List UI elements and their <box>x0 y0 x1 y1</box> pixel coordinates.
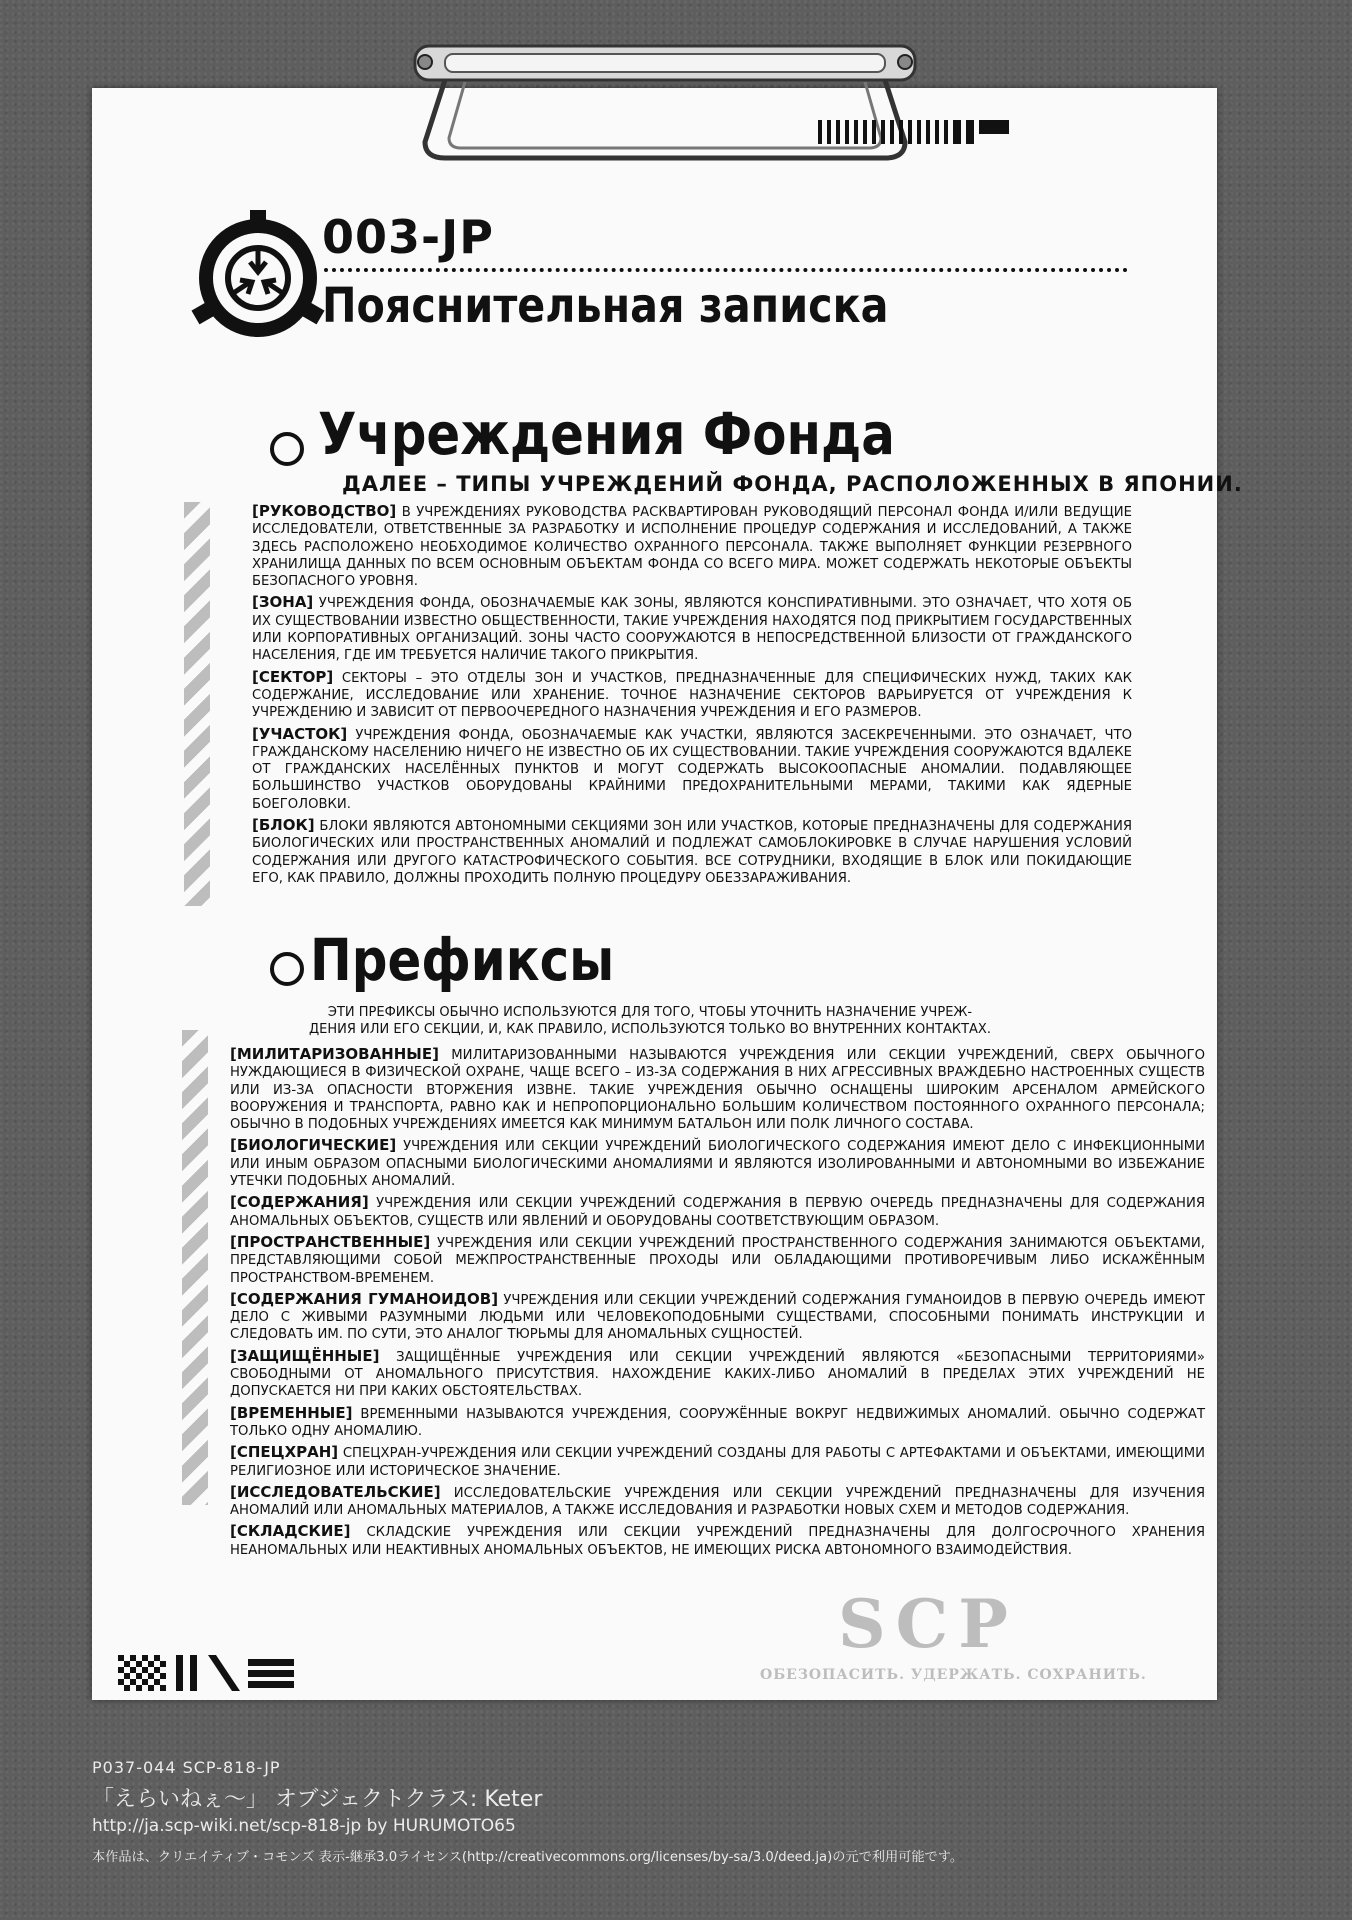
barcode-graphic <box>818 120 1014 144</box>
prefixes-list <box>230 1046 1205 1563</box>
scp-stamp-text: SCP <box>838 1585 1018 1663</box>
list-item: [СЕКТОР] СЕКТОРЫ – ЭТО ОТДЕЛЫ ЗОН И УЧАСТКОВ, ПРЕДНАЗНАЧЕННЫЕ ДЛЯ СПЕЦИФИЧЕСКИХ НУЖД, ТАКИХ КАК СОДЕРЖАНИЕ, ИССЛЕДОВАНИЕ ИЛИ ХРАНЕНИЕ. ТОЧНОЕ НАЗНАЧЕНИЕ СЕКТОРОВ ВАРЬИРУЕТСЯ ОТ УЧРЕЖДЕНИЯ К УЧРЕЖДЕНИЮ И ЗАВИСИТ ОТ ПЕРВООЧЕРЕДНОГО НАЗНАЧЕНИЯ УЧРЕЖДЕНИЯ И ЕГО РАЗМЕРОВ. <box>252 667 1132 721</box>
list-item: [ВРЕМЕННЫЕ] ВРЕМЕННЫМИ НАЗЫВАЮТСЯ УЧРЕЖДЕНИЯ, СООРУЖЁННЫЕ ВОКРУГ НЕДВИЖИМЫХ АНОМАЛИЙ. ОБЫЧНО СОДЕРЖАТ ТОЛЬКО ОДНУ АНОМАЛИЮ. <box>230 1403 1205 1439</box>
list-item: [СПЕЦХРАН] СПЕЦХРАН-УЧРЕЖДЕНИЯ ИЛИ СЕКЦИИ УЧРЕЖДЕНИЙ СОЗДАНЫ ДЛЯ РАБОТЫ С АРТЕФАКТАМИ И ОБЪЕКТАМИ, ИМЕЮЩИМИ РЕЛИГИОЗНОЕ ИЛИ ИСТОРИЧЕСКОЕ ЗНАЧЕНИЕ. <box>230 1443 1205 1479</box>
hazard-stripe <box>184 502 210 906</box>
footer-source-link[interactable]: http://ja.scp-wiki.net/scp-818-jp by HURUMOTO65 <box>92 1816 516 1836</box>
section-title-facilities: Учреждения Фонда <box>318 400 895 468</box>
list-item: [УЧАСТОК] УЧРЕЖДЕНИЯ ФОНДА, ОБОЗНАЧАЕМЫЕ КАК УЧАСТКИ, ЯВЛЯЮТСЯ ЗАСЕКРЕЧЕННЫМИ. ЭТО ОЗНАЧАЕТ, ЧТО ГРАЖДАНСКОМУ НАСЕЛЕНИЮ НИЧЕГО НЕ ИЗВЕСТНО ОБ ИХ СУЩЕСТВОВАНИИ. ТАКИЕ УЧРЕЖДЕНИЯ СООРУЖАЮТСЯ ВДАЛЕКЕ ОТ ГРАЖДАНСКИХ НАСЕЛЁННЫХ ПУНКТОВ И МОГУТ СОДЕРЖАТЬ ВЫСОКООПАСНЫЕ АНОМАЛИИ. ПОДАВЛЯЮЩЕЕ БОЛЬШИНСТВО УЧАСТКОВ ОБОРУДОВАНЫ КРАЙНИМИ ПРЕДОХРАНИТЕЛЬНЫМИ МЕРАМИ, ТАКИМИ КАК ЯДЕРНЫЕ БОЕГОЛОВКИ. <box>252 724 1132 812</box>
list-item: [ЗАЩИЩЁННЫЕ] ЗАЩИЩЁННЫЕ УЧРЕЖДЕНИЯ ИЛИ СЕКЦИИ УЧРЕЖДЕНИЙ ЯВЛЯЮТСЯ «БЕЗОПАСНЫМИ ТЕРРИТОРИЯМИ» СВОБОДНЫМИ ОТ АНОМАЛЬНОГО ПРИСУТСТВИЯ. НАХОЖДЕНИЕ КАКИХ-ЛИБО АНОМАЛИЙ В ПРЕДЕЛАХ ЭТИХ УЧРЕЖДЕНИЙ НЕ ДОПУСКАЕТСЯ НИ ПРИ КАКИХ ОБСТОЯТЕЛЬСТВАХ. <box>230 1346 1205 1400</box>
clipboard-clip-icon <box>405 42 925 162</box>
facilities-list <box>252 503 1132 891</box>
list-item: [ЗОНА] УЧРЕЖДЕНИЯ ФОНДА, ОБОЗНАЧАЕМЫЕ КАК ЗОНЫ, ЯВЛЯЮТСЯ КОНСПИРАТИВНЫМИ. ЭТО ОЗНАЧАЕТ, ЧТО ХОТЯ ОБ ИХ СУЩЕСТВОВАНИИ ИЗВЕСТНО ОБЩЕСТВЕННОСТИ, ТАКИЕ УЧРЕЖДЕНИЯ НАХОДЯТСЯ ПОД ПРИКРЫТИЕМ ГОСУДАРСТВЕННЫХ ИЛИ КОРПОРАТИВНЫХ ОРГАНИЗАЦИЙ. ЗОНЫ ЧАСТО СООРУЖАЮТСЯ В НЕПОСРЕДСТВЕННОЙ БЛИЗОСТИ ОТ ГРАЖДАНСКОГО НАСЕЛЕНИЯ, ГДЕ ИМ ТРЕБУЕТСЯ НАЛИЧИЕ ТАКОГО ПРИКРЫТИЯ. <box>252 593 1132 664</box>
section-intro-facilities: ДАЛЕЕ – ТИПЫ УЧРЕЖДЕНИЙ ФОНДА, РАСПОЛОЖЕННЫХ В ЯПОНИИ. <box>342 472 1243 496</box>
section-bullet-icon <box>270 432 304 466</box>
section-intro-prefixes: ЭТИ ПРЕФИКСЫ ОБЫЧНО ИСПОЛЬЗУЮТСЯ ДЛЯ ТОГО, ЧТОБЫ УТОЧНИТЬ НАЗНАЧЕНИЕ УЧРЕЖ- ДЕНИЯ ИЛИ ЕГО СЕКЦИИ, И, КАК ПРАВИЛО, ИСПОЛЬЗУЮТСЯ ТОЛЬКО ВО ВНУТРЕННИХ КОНТАКТАХ. <box>309 1005 991 1037</box>
scp-logo-icon <box>188 208 328 348</box>
section-title-prefixes: Префиксы <box>310 926 615 994</box>
list-item: [МИЛИТАРИЗОВАННЫЕ] МИЛИТАРИЗОВАННЫМИ НАЗЫВАЮТСЯ УЧРЕЖДЕНИЯ ИЛИ СЕКЦИИ УЧРЕЖДЕНИЙ, СВЕРХ ОБЫЧНОГО НУЖДАЮЩИЕСЯ В ФИЗИЧЕСКОЙ ОХРАНЕ, ЧАЩЕ ВСЕГО – ИЗ-ЗА СОДЕРЖАНИЯ В НИХ АГРЕССИВНЫХ ВРАЖДЕБНО НАСТРОЕННЫХ СУЩЕСТВ ИЛИ ИЗ-ЗА ОПАСНОСТИ ВТОРЖЕНИЯ ИЗВНЕ. ТАКИЕ УЧРЕЖДЕНИЯ ОБЫЧНО ОСНАЩЕНЫ ШИРОКИМ АРСЕНАЛОМ АРМЕЙСКОГО ВООРУЖЕНИЯ И ТРАНСПОРТА, РАВНО КАК И НЕПРОПОРЦИОНАЛЬНО БОЛЬШИМ КОЛИЧЕСТВОМ ПОСТОЯННОГО ОХРАННОГО ПЕРСОНАЛА; ОБЫЧНО В ПОДОБНЫХ УЧРЕЖДЕНИЯХ ИМЕЕТСЯ КАК МИНИМУМ БАТАЛЬОН ИЛИ ПОЛК ЛИЧНОГО СОСТАВА. <box>230 1045 1205 1133</box>
list-item: [БЛОК] БЛОКИ ЯВЛЯЮТСЯ АВТОНОМНЫМИ СЕКЦИЯМИ ЗОН ИЛИ УЧАСТКОВ, КОТОРЫЕ ПРЕДНАЗНАЧЕНЫ ДЛЯ СОДЕРЖАНИЯ БИОЛОГИЧЕСКИХ ИЛИ ПРОСТРАНСТВЕННЫХ АНОМАЛИЙ И ПОДЛЕЖАТ САМОБЛОКИРОВКЕ В СЛУЧАЕ НАРУШЕНИЯ УСЛОВИЙ СОДЕРЖАНИЯ ИЛИ ДРУГОГО КАТАСТРОФИЧЕСКОГО СОБЫТИЯ. ВСЕ СОТРУДНИКИ, ВХОДЯЩИЕ В БЛОК ИЛИ ПОКИДАЮЩИЕ ЕГО, КАК ПРАВИЛО, ДОЛЖНЫ ПРОХОДИТЬ ПОЛНУЮ ПРОЦЕДУРУ ОБЕЗЗАРАЖИВАНИЯ. <box>252 816 1132 886</box>
section-bullet-icon <box>270 952 304 986</box>
scp-motto: ОБЕЗОПАСИТЬ. УДЕРЖАТЬ. СОХРАНИТЬ. <box>760 1667 1147 1683</box>
dotted-divider <box>324 268 1128 272</box>
document-title: Пояснительная записка <box>322 278 889 334</box>
list-item: [СОДЕРЖАНИЯ ГУМАНОИДОВ] УЧРЕЖДЕНИЯ ИЛИ СЕКЦИИ УЧРЕЖДЕНИЙ СОДЕРЖАНИЯ ГУМАНОИДОВ В ПЕРВУЮ ОЧЕРЕДЬ ИМЕЮТ ДЕЛО С ЖИВЫМИ РАЗУМНЫМИ ЛЮДЬМИ ИЛИ ЧЕЛОВЕКОПОДОБНЫМИ СУЩЕСТВАМИ, СПОСОБНЫМИ ПОНИМАТЬ ИНСТРУКЦИИ И СЛЕДОВАТЬ ИМ. ПО СУТИ, ЭТО АНАЛОГ ТЮРЬМЫ ДЛЯ АНОМАЛЬНЫХ СУЩНОСТЕЙ. <box>230 1289 1205 1343</box>
list-item: [РУКОВОДСТВО] В УЧРЕЖДЕНИЯХ РУКОВОДСТВА РАСКВАРТИРОВАН РУКОВОДЯЩИЙ ПЕРСОНАЛ ФОНДА И/ИЛИ ВЕДУЩИЕ ИССЛЕДОВАТЕЛИ, ОТВЕТСТВЕННЫЕ ЗА РАЗРАБОТКУ И ИСПОЛНЕНИЕ ПРОЦЕДУР СОДЕРЖАНИЯ И ИССЛЕДОВАНИЙ, А ТАКЖЕ ЗДЕСЬ РАСПОЛОЖЕНО НЕОБХОДИМОЕ КОЛИЧЕСТВО ОХРАННОГО ПЕРСОНАЛА. ТАКЖЕ ВЫПОЛНЯЕТ ФУНКЦИИ РЕЗЕРВНОГО ХРАНИЛИЩА ДАННЫХ ПО ВСЕМ ОСНОВНЫМ ОБЪЕКТАМ ФОНДА СО ВСЕГО МИРА. МОЖЕТ СОДЕРЖАТЬ НЕКОТОРЫЕ ОБЪЕКТЫ БЕЗОПАСНОГО УРОВНЯ. <box>252 502 1132 590</box>
document-id: 003-JP <box>322 210 494 264</box>
checker-barcode-icon <box>118 1655 298 1691</box>
list-item: [ИССЛЕДОВАТЕЛЬСКИЕ] ИССЛЕДОВАТЕЛЬСКИЕ УЧРЕЖДЕНИЯ ИЛИ СЕКЦИИ УЧРЕЖДЕНИЙ ПРЕДНАЗНАЧЕНЫ ДЛЯ ИЗУЧЕНИЯ АНОМАЛИЙ ИЛИ АНОМАЛЬНЫХ МАТЕРИАЛОВ, А ТАКЖЕ ИССЛЕДОВАНИЯ И РАЗРАБОТКИ НОВЫХ СХЕМ И МЕТОДОВ СОДЕРЖАНИЯ. <box>230 1482 1205 1519</box>
list-item: [БИОЛОГИЧЕСКИЕ] УЧРЕЖДЕНИЯ ИЛИ СЕКЦИИ УЧРЕЖДЕНИЙ БИОЛОГИЧЕСКОГО СОДЕРЖАНИЯ ИМЕЮТ ДЕЛО С ИНФЕКЦИОННЫМИ ИЛИ ИНЫМ ОБРАЗОМ ОПАСНЫМИ БИОЛОГИЧЕСКИМИ АНОМАЛИЯМИ И ЯВЛЯЮТСЯ ИЗОЛИРОВАННЫМИ И АВТОНОМНЫМИ ВО ИЗБЕЖАНИЕ УТЕЧКИ ПОДОБНЫХ АНОМАЛИЙ. <box>230 1136 1205 1190</box>
hazard-stripe <box>182 1030 208 1505</box>
list-item: [СОДЕРЖАНИЯ] УЧРЕЖДЕНИЯ ИЛИ СЕКЦИИ УЧРЕЖДЕНИЙ СОДЕРЖАНИЯ В ПЕРВУЮ ОЧЕРЕДЬ ПРЕДНАЗНАЧЕНЫ ДЛЯ СОДЕРЖАНИЯ АНОМАЛЬНЫХ ОБЪЕКТОВ, СУЩЕСТВ ИЛИ ЯВЛЕНИЙ И ОБОРУДОВАНЫ СООТВЕТСТВУЮЩИМ ОБРАЗОМ. <box>230 1193 1205 1229</box>
footer-title: 「えらいねぇ～」 オブジェクトクラス: Keter <box>92 1787 543 1812</box>
footer-pages: P037-044 SCP-818-JP <box>92 1758 281 1777</box>
footer-license: 本作品は、クリエイティブ・コモンズ 表示-継承3.0ライセンス(http://creativecommons.org/licenses/by-sa/3.0/deed.ja)の元で利用可能です。 <box>92 1850 964 1865</box>
list-item: [ПРОСТРАНСТВЕННЫЕ] УЧРЕЖДЕНИЯ ИЛИ СЕКЦИИ УЧРЕЖДЕНИЙ ПРОСТРАНСТВЕННОГО СОДЕРЖАНИЯ ЗАНИМАЮТСЯ ОБЪЕКТАМИ, ПРЕДСТАВЛЯЮЩИМИ СОБОЙ МЕЖПРОСТРАНСТВЕННЫЕ ПРОХОДЫ ИЛИ ОБЛАДАЮЩИМИ ПРОТИВОРЕЧИВЫМ ЛИБО ИСКАЖЁННЫМ ПРОСТРАНСТВОМ-ВРЕМЕНЕМ. <box>230 1232 1205 1286</box>
list-item: [СКЛАДСКИЕ] СКЛАДСКИЕ УЧРЕЖДЕНИЯ ИЛИ СЕКЦИИ УЧРЕЖДЕНИЙ ПРЕДНАЗНАЧЕНЫ ДЛЯ ДОЛГОСРОЧНОГО ХРАНЕНИЯ НЕАНОМАЛЬНЫХ ИЛИ НЕАКТИВНЫХ АНОМАЛЬНЫХ ОБЪЕКТОВ, НЕ ИМЕЮЩИХ РИСКА АВТОНОМНОГО ВЗАИМОДЕЙСТВИЯ. <box>230 1522 1205 1558</box>
